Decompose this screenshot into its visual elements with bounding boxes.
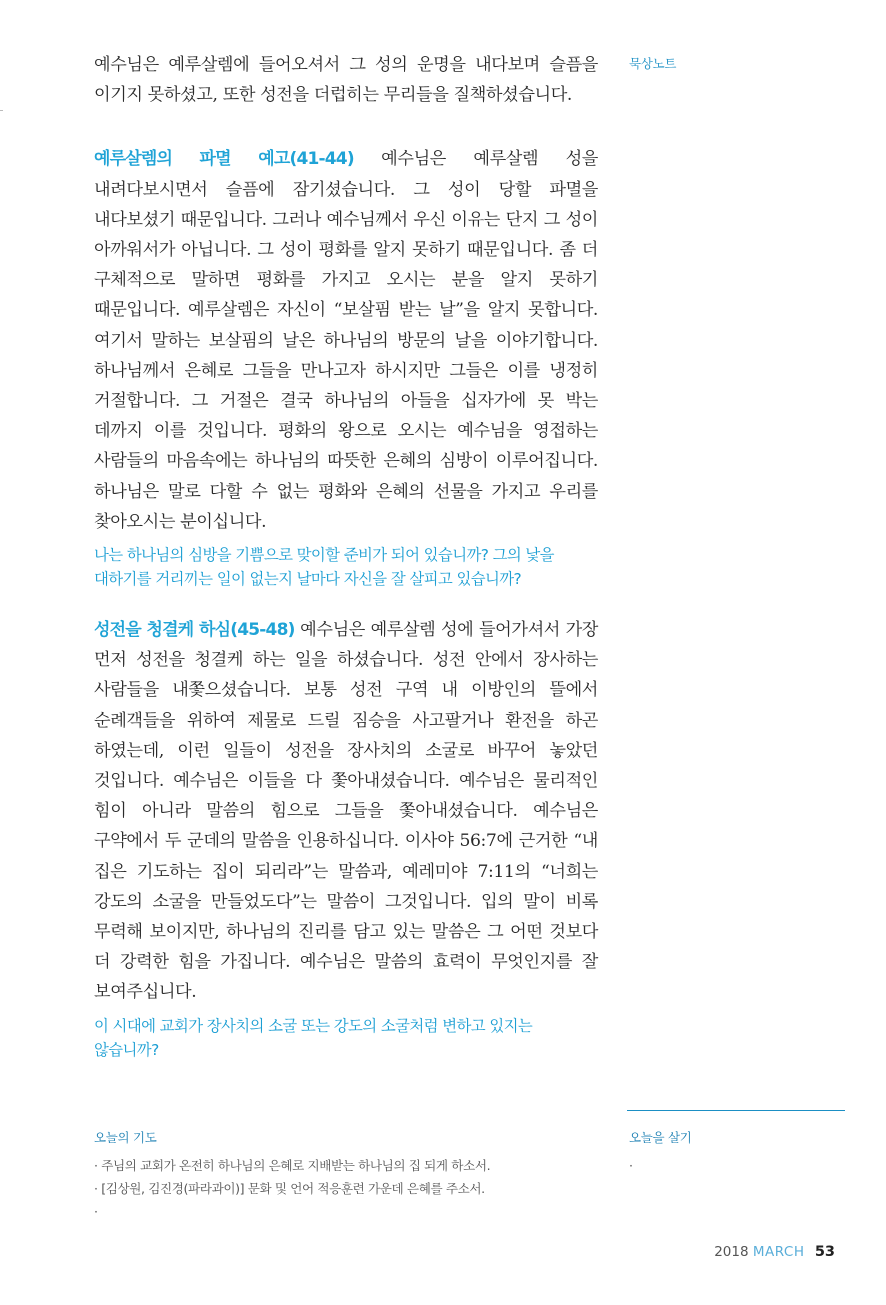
section-1-paragraph xyxy=(94,144,598,537)
section-2-heading: 성전을 청결케 하심(45-48) xyxy=(94,620,295,641)
prayer-title: 오늘의 기도 xyxy=(94,1130,157,1145)
margin-mark xyxy=(0,110,3,111)
footer-month: MARCH xyxy=(752,1244,805,1260)
living-today xyxy=(629,1128,845,1177)
section-1-heading: 예루살렘의 파멸 예고(41-44) xyxy=(94,149,354,170)
prayer-item: · xyxy=(94,1204,98,1219)
page-number: 53 xyxy=(814,1244,835,1260)
sidebar-divider xyxy=(627,1110,845,1111)
section-2-body: 예수님은 예루살렘 성에 들어가셔서 가장 먼저 성전을 청결케 하는 일을 하셨습니다. 성전 안에서 장사하는 사람들을 내쫓으셨습니다. 보통 성전 구역 내 이방인의 뜰에서 순례객들을 위하여 제물로 드릴 짐승을 사고팔거나 환전을 하곤 하였는데, 이런 일들이 성전을 장사치의 소굴로 바꾸어 놓았던 것입니다. 예수님은 이들을 다 쫓아내셨습니다. 예수님은 물리적인 힘이 아니라 말씀의 힘으로 그들을 쫓아내셨습니다. 예수님은 구약에서 두 군데의 말씀을 인용하십니다. 이사야 56:7에 근거한 “내 집은 기도하는 집이 되리라”는 말씀과, 예레미야 7:11의 “너희는 강도의 소굴을 만들었도다”는 말씀이 그것입니다. 입의 말이 비록 무력해 보이지만, 하나님의 진리를 담고 있는 말씀은 그 어떤 것보다 더 강력한 힘을 가집니다. 예수님은 말씀의 효력이 무엇인지를 잘 보여주십니다. xyxy=(94,620,598,1003)
intro-paragraph: 예수님은 예루살렘에 들어오셔서 그 성의 운명을 내다보며 슬픔을 이기지 못하셨고, 또한 성전을 더럽히는 무리들을 질책하셨습니다. xyxy=(94,55,598,106)
living-today-title: 오늘을 살기 xyxy=(629,1130,692,1145)
section-1-question: 나는 하나님의 심방을 기쁨으로 맞이할 준비가 되어 있습니까? 그의 낯을 대하기를 거리끼는 일이 없는지 날마다 자신을 잘 살피고 있습니까? xyxy=(94,546,554,589)
section-2-question: 이 시대에 교회가 장사치의 소굴 또는 강도의 소굴처럼 변하고 있지는 않습니까? xyxy=(94,1016,533,1059)
todays-prayer xyxy=(94,1128,594,1223)
living-today-item: · xyxy=(629,1158,634,1173)
meditation-note-label: 묵상노트 xyxy=(629,56,677,71)
main-column xyxy=(94,50,598,1062)
prayer-item: · 주님의 교회가 온전히 하나님의 은혜로 지배받는 하나님의 집 되게 하소서. xyxy=(94,1158,491,1173)
section-1-body: 예수님은 예루살렘 성을 내려다보시면서 슬픔에 잠기셨습니다. 그 성이 당할 파멸을 내다보셨기 때문입니다. 그러나 예수님께서 우신 이유는 단지 그 성이 아까워서가 아닙니다. 그 성이 평화를 알지 못하기 때문입니다. 좀 더 구체적으로 말하면 평화를 가지고 오시는 분을 알지 못하기 때문입니다. 예루살렘은 자신이 “보살핌 받는 날”을 알지 못합니다. 여기서 말하는 보살핌의 날은 하나님의 방문의 날을 이야기합니다. 하나님께서 은혜로 그들을 만나고자 하시지만 그들은 이를 냉정히 거절합니다. 그 거절은 결국 하나님의 아들을 십자가에 못 박는 데까지 이를 것입니다. 평화의 왕으로 오시는 예수님을 영접하는 사람들의 마음속에는 하나님의 따뜻한 은혜의 심방이 이루어집니다. 하나님은 말로 다할 수 없는 평화와 은혜의 선물을 가지고 우리를 찾아오시는 분이십니다. xyxy=(94,149,598,532)
footer-year: 2018 xyxy=(714,1244,749,1260)
page-footer xyxy=(714,1244,835,1260)
prayer-item: · [김상원, 김진경(파라과이)] 문화 및 언어 적응훈련 가운데 은혜를 주소서. xyxy=(94,1181,485,1196)
section-2-paragraph xyxy=(94,615,598,1008)
